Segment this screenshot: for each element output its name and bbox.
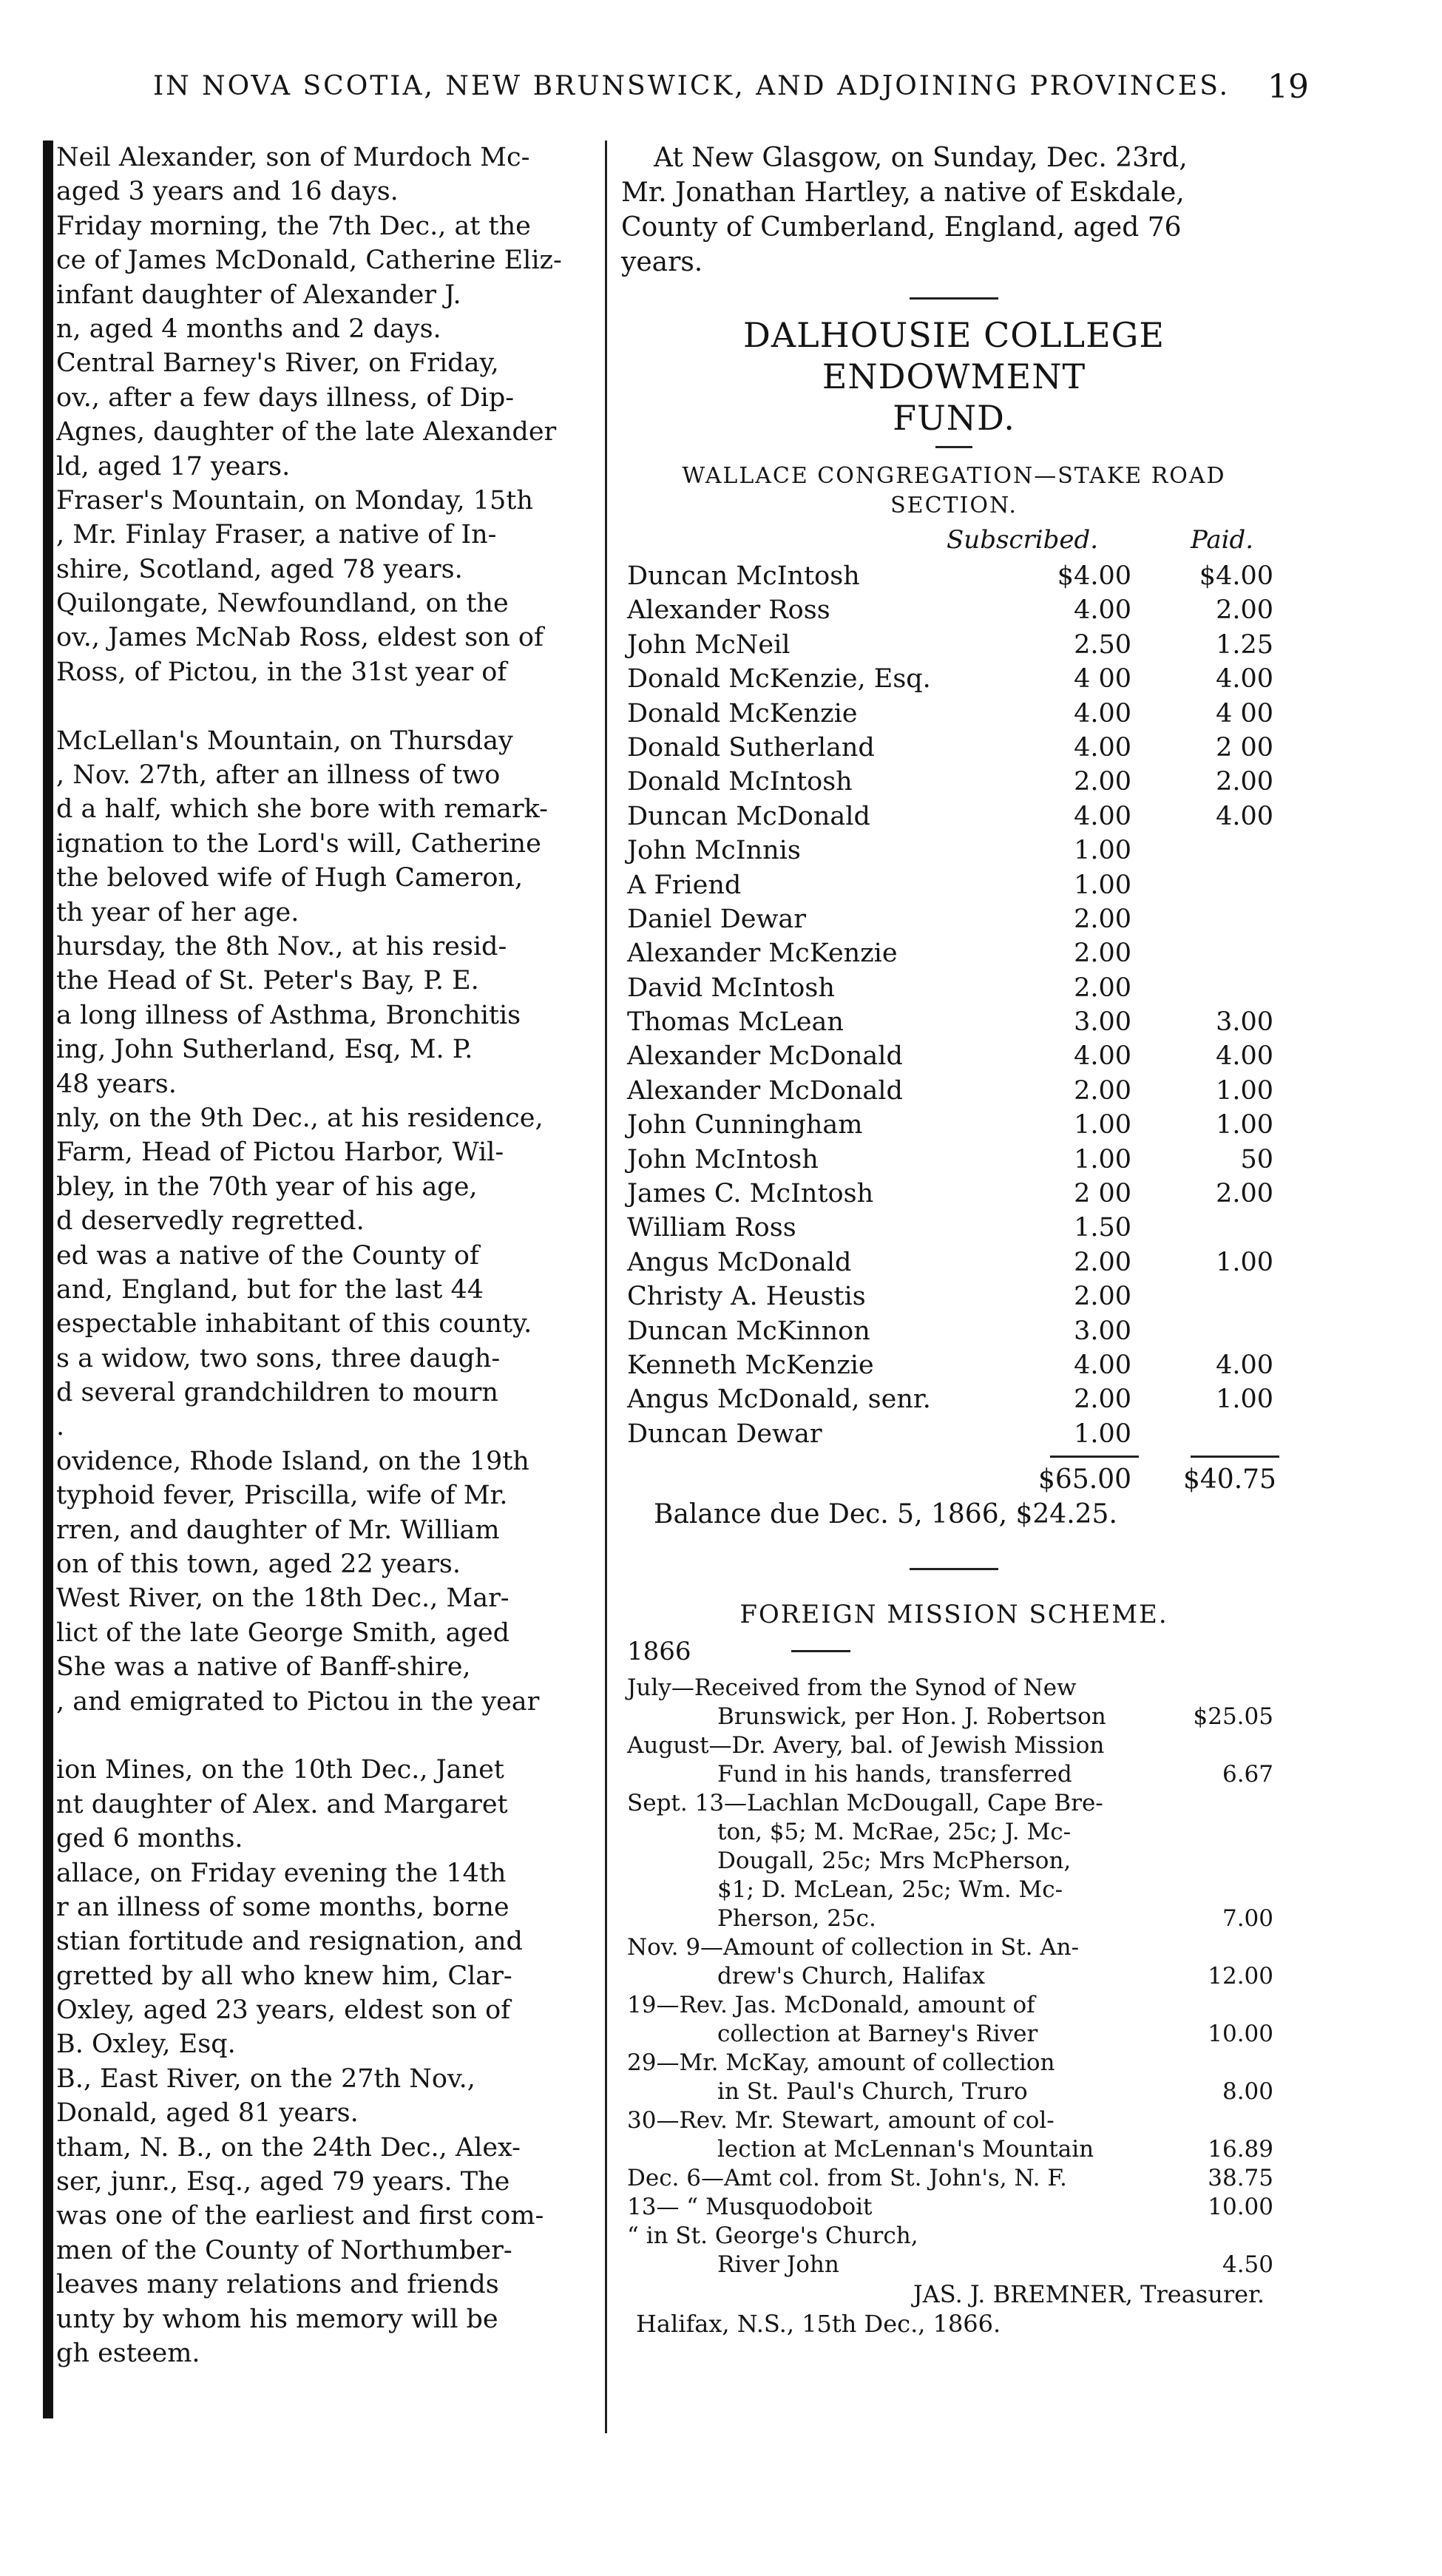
mission-entry (621, 1731, 1287, 1789)
balance-due: Balance due Dec. 5, 1866, $24.25. (654, 1499, 1117, 1530)
paid-amount: 2.00 (1216, 767, 1273, 797)
fund-column-headers (621, 521, 1287, 559)
mission-entry (621, 2106, 1287, 2164)
fund-heading-line: DALHOUSIE COLLEGE ENDOWMENT (742, 315, 1165, 396)
obituary-text-line: the beloved wife of Hugh Cameron, (56, 863, 524, 893)
obituary-text-line: ce of James McDonald, Catherine Eliz- (56, 246, 562, 276)
entry-text: $1; D. McLean, 25c; Wm. Mc- (717, 1876, 1063, 1904)
paragraph-gap (56, 689, 590, 723)
donor-name: Angus McDonald, senr. (627, 1385, 931, 1415)
donor-name: Donald McIntosh (627, 767, 853, 797)
subscribed-amount: 2.50 (1074, 629, 1131, 660)
subscribed-amount: 1.00 (1074, 1110, 1131, 1140)
obituary-text-line: ld, aged 17 years. (56, 451, 291, 481)
table-row (621, 559, 1287, 593)
entry-amount: 38.75 (1208, 2165, 1273, 2192)
entry-amount: $25.05 (1193, 1703, 1273, 1731)
obituary-text-line: r an illness of some months, borne (56, 1892, 510, 1922)
entry-text: Nov. 9—Amount of collection in St. An- (627, 1934, 1080, 1961)
donor-name: Angus McDonald (627, 1247, 852, 1277)
table-row (621, 628, 1287, 662)
obituary-text-line: Donald, aged 81 years. (56, 2098, 359, 2129)
obituary-hartley (621, 141, 1287, 280)
table-row (621, 1005, 1287, 1039)
donor-name: Alexander Ross (627, 595, 830, 626)
subscribed-amount: 3.00 (1074, 1316, 1131, 1346)
obituary-line: County of Cumberland, England, aged 76 (621, 212, 1182, 243)
entry-text: collection at Barney's River (717, 2021, 1038, 2048)
obituary-text-line: nt daughter of Alex. and Margaret (56, 1789, 508, 1819)
donor-name: William Ross (627, 1213, 796, 1243)
totals-rule (621, 1451, 1287, 1463)
donor-name: Alexander McDonald (627, 1075, 903, 1106)
obituary-text-line: Ross, of Pictou, in the 31st year of (56, 657, 507, 687)
table-row (621, 1143, 1287, 1177)
obituary-text-line: , and emigrated to Pictou in the year (56, 1686, 540, 1717)
obituary-line: years. (621, 247, 703, 277)
obituary-text-line: n, aged 4 months and 2 days. (56, 314, 441, 344)
donor-name: Thomas McLean (627, 1007, 844, 1038)
entry-amount: 8.00 (1222, 2078, 1273, 2106)
paid-amount: 1.25 (1216, 629, 1273, 660)
subscribed-amount: 1.00 (1074, 1144, 1131, 1174)
donor-name: A Friend (627, 870, 742, 900)
subscribed-amount: 4.00 (1074, 595, 1131, 626)
paid-amount: 2 00 (1216, 732, 1273, 763)
paid-amount: 4.00 (1216, 1350, 1273, 1380)
mission-entry (621, 1674, 1287, 1731)
donor-name: Daniel Dewar (627, 904, 807, 934)
table-row (621, 1177, 1287, 1211)
obituary-text-line: allace, on Friday evening the 14th (56, 1858, 507, 1888)
obituary-text-line: a long illness of Asthma, Bronchitis (56, 1000, 521, 1030)
entry-text: Sept. 13—Lachlan McDougall, Cape Bre- (627, 1790, 1103, 1817)
obituary-text-line: rren, and daughter of Mr. William (56, 1515, 500, 1545)
paid-amount: 2.00 (1216, 595, 1273, 626)
fund-table (621, 559, 1287, 1451)
treasurer-signature: JAS. J. BREMNER, Treasurer. (913, 2280, 1265, 2309)
obituary-text-line: 48 years. (56, 1069, 177, 1099)
paid-amount: 1.00 (1216, 1110, 1273, 1140)
donor-name: Christy A. Heustis (627, 1282, 866, 1312)
entry-amount: 4.50 (1222, 2251, 1273, 2279)
section-separator (910, 297, 998, 300)
obituary-text-line: B., East River, on the 27th Nov., (56, 2063, 475, 2094)
obituary-text-line: d a half, which she bore with remark- (56, 794, 548, 825)
foreign-mission-heading: FOREIGN MISSION SCHEME. (739, 1600, 1168, 1630)
obituary-text-line: d several grandchildren to mourn (56, 1378, 498, 1408)
paid-amount: 1.00 (1216, 1075, 1273, 1106)
fund-subheading-line: WALLACE CONGREGATION—STAKE ROAD (682, 463, 1226, 489)
place-date: Halifax, N.S., 15th Dec., 1866. (636, 2310, 1001, 2339)
obituary-text-line: tham, N. B., on the 24th Dec., Alex- (56, 2132, 521, 2163)
obituary-text-line: McLellan's Mountain, on Thursday (56, 726, 513, 756)
entry-text: Pherson, 25c. (717, 1905, 876, 1933)
subscribed-amount: 2.00 (1074, 973, 1131, 1003)
obituary-text-line: Fraser's Mountain, on Monday, 15th (56, 485, 533, 515)
table-row (621, 834, 1287, 868)
obituary-text-line: bley, in the 70th year of his age, (56, 1172, 478, 1202)
entry-amount: 7.00 (1222, 1905, 1273, 1933)
fund-heading-line: FUND. (893, 398, 1015, 438)
subscribed-amount: 2.00 (1074, 939, 1131, 969)
total-subscribed: $65.00 (1038, 1464, 1131, 1495)
donor-name: John McNeil (627, 629, 791, 660)
obituary-text-line: ged 6 months. (56, 1824, 243, 1854)
obituary-text-line: unty by whom his memory will be (56, 2304, 498, 2334)
mission-entry (621, 2193, 1287, 2222)
entry-text: ton, $5; M. McRae, 25c; J. Mc- (717, 1819, 1072, 1846)
subscribed-amount: 4.00 (1074, 698, 1131, 728)
table-row (621, 731, 1287, 765)
obituary-text-line: Agnes, daughter of the late Alexander (56, 417, 557, 447)
subscribed-amount: 2.00 (1074, 904, 1131, 934)
obituary-text-line: ignation to the Lord's will, Catherine (56, 828, 541, 859)
left-column-obituaries (56, 141, 590, 2370)
entry-text: August—Dr. Avery, bal. of Jewish Mission (627, 1732, 1105, 1759)
entry-text: lection at McLennan's Mountain (717, 2136, 1094, 2163)
table-row (621, 1279, 1287, 1314)
subscribed-amount: 4.00 (1074, 801, 1131, 831)
entry-text: River John (717, 2251, 839, 2279)
paid-header: Paid. (1191, 525, 1254, 555)
subscribed-amount: 1.00 (1074, 836, 1131, 866)
obituary-text-line: aged 3 years and 16 days. (56, 177, 399, 207)
subscribed-amount: 1.50 (1074, 1213, 1131, 1243)
foreign-mission-entries (621, 1674, 1287, 2279)
table-row (621, 971, 1287, 1005)
entry-text: Brunswick, per Hon. J. Robertson (717, 1703, 1106, 1731)
obituary-text-line: typhoid fever, Priscilla, wife of Mr. (56, 1481, 508, 1511)
entry-text: Dec. 6—Amt col. from St. John's, N. F. (627, 2165, 1067, 2192)
obituary-text-line: ser, junr., Esq., aged 79 years. The (56, 2167, 510, 2197)
donor-name: Donald Sutherland (627, 732, 875, 763)
subscribed-amount: 3.00 (1074, 1007, 1131, 1038)
paid-amount: 1.00 (1216, 1385, 1273, 1415)
obituary-text-line: on of this town, aged 22 years. (56, 1549, 461, 1580)
obituary-text-line: Oxley, aged 23 years, eldest son of (56, 1995, 511, 2026)
obituary-text-line: Neil Alexander, son of Murdoch Mc- (56, 143, 530, 172)
entry-amount: 10.00 (1208, 2194, 1273, 2221)
table-row (621, 868, 1287, 902)
table-row (621, 1245, 1287, 1279)
year-label: 1866 (627, 1637, 691, 1667)
table-row (621, 1108, 1287, 1142)
entry-text: Dougall, 25c; Mrs McPherson, (717, 1848, 1072, 1875)
obituary-text-line: Central Barney's River, on Friday, (56, 348, 499, 379)
obituary-text-line: lict of the late George Smith, aged (56, 1617, 510, 1648)
donor-name: John Cunningham (627, 1110, 863, 1140)
entry-text: 30—Rev. Mr. Stewart, amount of col- (627, 2107, 1055, 2134)
table-row (621, 1348, 1287, 1382)
subscribed-amount: 2.00 (1074, 767, 1131, 797)
donor-name: Alexander McDonald (627, 1041, 903, 1072)
obituary-text-line: Friday morning, the 7th Dec., at the (56, 211, 531, 241)
obituary-text-line: West River, on the 18th Dec., Mar- (56, 1583, 510, 1614)
entry-text: 29—Mr. McKay, amount of collection (627, 2049, 1055, 2077)
obituary-text-line: Quilongate, Newfoundland, on the (56, 589, 509, 619)
mission-entry (621, 2222, 1287, 2279)
donor-name: James C. McIntosh (627, 1179, 874, 1209)
table-row (621, 1074, 1287, 1108)
paragraph-gap (56, 1719, 590, 1753)
subscribed-amount: 2.00 (1074, 1282, 1131, 1312)
obituary-text-line: , Mr. Finlay Fraser, a native of In- (56, 520, 497, 550)
table-row (621, 902, 1287, 936)
donor-name: John McIntosh (627, 1144, 819, 1174)
entry-text: drew's Church, Halifax (717, 1963, 986, 1990)
entry-amount: 6.67 (1222, 1761, 1273, 1788)
obituary-text-line: infant daughter of Alexander J. (56, 280, 461, 310)
paid-amount: 4.00 (1216, 1041, 1273, 1072)
obituary-text-line: Farm, Head of Pictou Harbor, Wil- (56, 1137, 504, 1168)
obituary-text-line: . (56, 1412, 65, 1442)
obituary-text-line: ed was a native of the County of (56, 1240, 479, 1271)
donor-name: Duncan McKinnon (627, 1316, 870, 1346)
obituary-text-line: ov., James McNab Ross, eldest son of (56, 623, 544, 653)
table-row (621, 1039, 1287, 1073)
paid-amount: 3.00 (1216, 1007, 1273, 1038)
heading-rule (935, 446, 972, 448)
page-number: 19 (1267, 68, 1309, 106)
subscribed-amount: 4.00 (1074, 1350, 1131, 1380)
table-row (621, 765, 1287, 799)
foreign-mission-year (621, 1629, 1287, 1674)
table-row (621, 1314, 1287, 1348)
entry-text: July—Received from the Synod of New (627, 1674, 1077, 1702)
donor-name: Donald McKenzie, Esq. (627, 664, 931, 694)
table-row (621, 662, 1287, 696)
paid-amount: 4 00 (1216, 698, 1273, 728)
obituary-text-line: , Nov. 27th, after an illness of two (56, 760, 501, 791)
fund-totals (621, 1463, 1287, 1497)
fund-subheading (621, 462, 1287, 521)
paid-amount: 50 (1240, 1144, 1273, 1174)
donor-name: Alexander McKenzie (627, 939, 898, 969)
subscribed-header: Subscribed. (947, 525, 1099, 555)
paid-amount: 1.00 (1216, 1247, 1273, 1277)
binding-shadow (43, 141, 53, 2418)
paid-amount: $4.00 (1199, 561, 1273, 591)
paid-amount: 4.00 (1216, 664, 1273, 694)
entry-amount: 12.00 (1208, 1963, 1273, 1990)
obituary-text-line: ing, John Sutherland, Esq, M. P. (56, 1035, 473, 1065)
total-paid: $40.75 (1183, 1464, 1276, 1495)
table-row (621, 1382, 1287, 1416)
donor-name: Kenneth McKenzie (627, 1350, 874, 1380)
donor-name: Duncan Dewar (627, 1419, 822, 1449)
paid-amount: 4.00 (1216, 801, 1273, 831)
table-row (621, 1417, 1287, 1451)
table-row (621, 697, 1287, 731)
entry-text: “ in St. George's Church, (627, 2222, 918, 2250)
entry-amount: 16.89 (1208, 2136, 1273, 2163)
subscribed-amount: 1.00 (1074, 870, 1131, 900)
obituary-text-line: nly, on the 9th Dec., at his residence, (56, 1103, 544, 1133)
table-row (621, 799, 1287, 834)
mission-entry (621, 2164, 1287, 2193)
table-row (621, 936, 1287, 970)
subscribed-amount: 4.00 (1074, 1041, 1131, 1072)
table-row (621, 1211, 1287, 1245)
entry-text: 13— “ Musquodoboit (627, 2194, 873, 2221)
mission-entry (621, 2049, 1287, 2106)
obituary-text-line: ovidence, Rhode Island, on the 19th (56, 1446, 529, 1476)
subscribed-amount: 1.00 (1074, 1419, 1131, 1449)
obituary-text-line: and, England, but for the last 44 (56, 1274, 484, 1305)
obituary-text-line: leaves many relations and friends (56, 2270, 499, 2300)
donor-name: Duncan McIntosh (627, 561, 860, 591)
obituary-text-line: B. Oxley, Esq. (56, 2029, 236, 2060)
obituary-text-line: d deservedly regretted. (56, 1206, 365, 1237)
obituary-text-line: shire, Scotland, aged 78 years. (56, 554, 463, 584)
obituary-text-line: th year of her age. (56, 897, 299, 927)
mission-entry (621, 1991, 1287, 2049)
mission-entry (621, 1933, 1287, 1991)
obituary-text-line: gretted by all who knew him, Clar- (56, 1961, 512, 1991)
subscribed-amount: $4.00 (1057, 561, 1131, 591)
entry-amount: 10.00 (1208, 2021, 1273, 2048)
obituary-text-line: s a widow, two sons, three daugh- (56, 1343, 501, 1373)
obituary-text-line: gh esteem. (56, 2339, 200, 2368)
donor-name: Donald McKenzie (627, 698, 858, 728)
entry-text: 19—Rev. Jas. McDonald, amount of (627, 1992, 1035, 2019)
column-divider (605, 141, 607, 2433)
donor-name: David McIntosh (627, 973, 835, 1003)
obituary-text-line: ov., after a few days illness, of Dip- (56, 382, 515, 413)
subscribed-amount: 2.00 (1074, 1385, 1131, 1415)
obituary-text-line: ion Mines, on the 10th Dec., Janet (56, 1755, 504, 1785)
section-separator (910, 1568, 998, 1570)
subscribed-amount: 2.00 (1074, 1247, 1131, 1277)
obituary-text-line: espectable inhabitant of this county. (56, 1309, 532, 1339)
obituary-text-line: hursday, the 8th Nov., at his resid- (56, 931, 507, 961)
subscribed-amount: 2 00 (1074, 1179, 1131, 1209)
obituary-text-line: stian fortitude and resignation, and (56, 1927, 523, 1957)
obituary-text-line: was one of the earliest and first com- (56, 2201, 544, 2231)
obituary-text-line: the Head of St. Peter's Bay, P. E. (56, 966, 479, 996)
obituary-text-line: She was a native of Banff-shire, (56, 1652, 471, 1683)
entry-text: Fund in his hands, transferred (717, 1761, 1072, 1788)
obituary-line: Mr. Jonathan Hartley, a native of Eskdale, (621, 178, 1185, 208)
subscribed-amount: 2.00 (1074, 1075, 1131, 1106)
subscribed-amount: 4.00 (1074, 732, 1131, 763)
entry-text: in St. Paul's Church, Truro (717, 2078, 1028, 2106)
obituary-line: At New Glasgow, on Sunday, Dec. 23rd, (654, 143, 1188, 173)
donor-name: Duncan McDonald (627, 801, 870, 831)
running-head: IN NOVA SCOTIA, NEW BRUNSWICK, AND ADJOINING PROVINCES. (152, 71, 1231, 101)
right-column (621, 141, 1287, 2339)
mission-entry (621, 1789, 1287, 1933)
table-row (621, 593, 1287, 627)
obituary-text-line: men of the County of Northumber- (56, 2235, 512, 2265)
donor-name: John McInnis (627, 836, 801, 866)
subscribed-amount: 4 00 (1074, 664, 1131, 694)
fund-subheading-line: SECTION. (890, 493, 1018, 518)
paid-amount: 2.00 (1216, 1179, 1273, 1209)
fund-heading (621, 314, 1287, 439)
